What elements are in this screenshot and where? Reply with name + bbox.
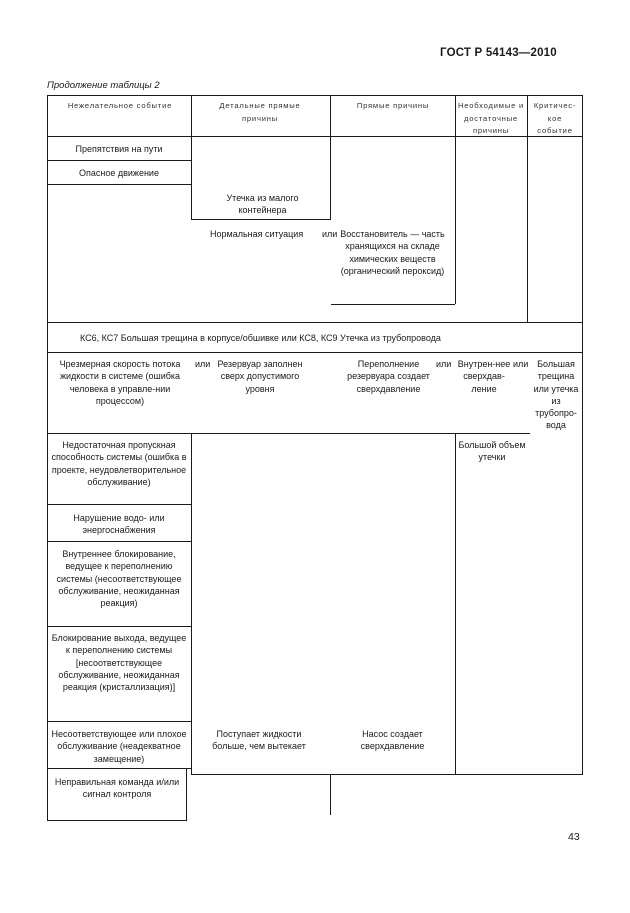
cell-tank-overfill-pressure: Переполнение резервуара создает сверхдавление (347, 359, 430, 394)
cell-internal-overpressure: Внутрен-нее сверхдав-ление (457, 359, 511, 394)
cell-pump-pressure: Насос создает сверхдавление (360, 729, 425, 752)
or-label: или (322, 229, 338, 239)
table-caption: Продолжение таблицы 2 (47, 80, 160, 91)
cell-dangerous-motion: Опасное движение (79, 168, 159, 178)
cell-more-inflow: Поступает жидкости больше, чем вытекает (212, 729, 306, 752)
cell-wrong-command: Неправильная команда и/или сигнал контроля (54, 777, 180, 800)
header-undesired-event: Нежелательное событие (67, 101, 173, 110)
cell-tank-overfilled: Резервуар заполнен сверх допустимого уровня (217, 359, 303, 394)
page-number: 43 (568, 831, 580, 843)
cell-obstacles: Препятствия на пути (75, 144, 163, 154)
or-label: или (513, 359, 529, 369)
cell-poor-service: Несоответствующее или плохое обслуживание (неадекватное замещение) (51, 729, 187, 764)
header-critical-event: Критичес-кое событие (533, 101, 577, 135)
cell-big-crack: Большая трещина или утечка из трубопро-вода (533, 359, 579, 431)
cell-utility-failure: Нарушение водо- или энергоснабжения (73, 513, 165, 536)
cell-small-container-leak: Утечка из малого контейнера (226, 193, 299, 216)
header-direct-causes: Прямые причины (356, 101, 430, 110)
or-label: или (436, 359, 452, 369)
cell-internal-blocking: Внутреннее блокирование, ведущее к переполнению системы (несоответствующее обслуживание, неожиданная реакция) (56, 549, 182, 609)
standard-code: ГОСТ Р 54143—2010 (440, 47, 557, 59)
cell-reducer-part: Восстановитель — часть хранящихся на складе химических веществ (органический пероксид) (340, 229, 445, 276)
header-detailed-causes: Детальные прямые причины (219, 101, 301, 123)
cell-excess-flow: Чрезмерная скорость потока жидкости в системе (ошибка человека в управле-нии процессом) (59, 359, 181, 406)
cell-normal-situation: Нормальная ситуация (210, 229, 304, 239)
cell-big-leak-volume: Большой объем утечки (458, 440, 526, 463)
section-title: КС6, КС7 Большая трещина в корпусе/обшивке или КС8, КС9 Утечка из трубопровода (80, 333, 441, 343)
header-necessary-sufficient: Необходимые и достаточные причины (457, 101, 525, 135)
cell-insufficient-capacity: Недостаточная пропускная способность системы (ошибка в проекте, неудовлетворительное обслуживание) (51, 440, 187, 487)
or-label: или (195, 359, 211, 369)
cell-outlet-blocking: Блокирование выхода, ведущее к переполнению системы [несоответствующее обслуживание, неожиданная реакция (кристаллизация)] (51, 633, 187, 693)
